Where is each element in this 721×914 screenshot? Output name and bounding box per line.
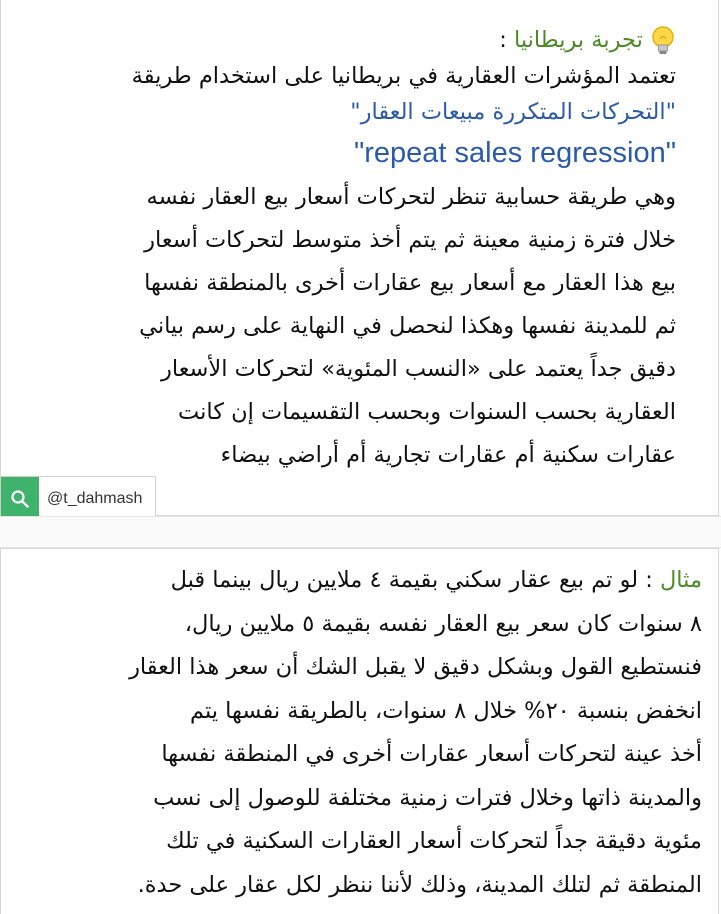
text-line: تعتمد المؤشرات العقارية في بريطانيا على استخدام طريقة <box>131 63 676 89</box>
text-line: ٨ سنوات كان سعر بيع العقار نفسه بقيمة ٥ ملايين ريال، <box>184 610 702 637</box>
heading-colon: : <box>499 27 514 53</box>
text-line: فنستطيع القول وبشكل دقيق لا يقبل الشك أن سعر هذا العقار <box>129 654 702 680</box>
text-line: خلال فترة زمنية معينة ثم يتم أخذ متوسط لتحركات أسعار <box>144 227 676 253</box>
example-first-line <box>17 559 702 603</box>
text-line: وهي طريقة حسابية تنظر لتحركات أسعار بيع العقار نفسه <box>146 184 676 210</box>
search-icon <box>1 477 39 520</box>
top-card-text <box>19 22 676 477</box>
heading-line <box>19 22 676 58</box>
text-line: دقيق جداً يعتمد على «النسب المئوية» لتحركات الأسعار <box>160 356 676 382</box>
text-line: والمدينة ذاتها وخلال فترات زمنية مختلفة للوصول إلى نسب <box>153 784 702 811</box>
text-line: انخفض بنسبة ٢٠% خلال ٨ سنوات، بالطريقة نفسها يتم <box>190 697 702 724</box>
text-line: مئوية دقيقة جداً لتحركات أسعار العقارات السكنية في تلك <box>166 828 702 854</box>
watermark-badge <box>0 476 156 521</box>
method-name-english: "repeat sales regression" <box>353 137 676 169</box>
panel-separator <box>0 516 721 548</box>
text-line: عقارات سكنية أم عقارات تجارية أم أراضي بيضاء <box>220 442 676 468</box>
text-line: المنطقة ثم لتلك المدينة، وذلك لأننا ننظر لكل عقار على حدة. <box>137 871 702 898</box>
text-line: ثم للمدينة نفسها وهكذا لنحصل في النهاية على رسم بياني <box>139 313 676 339</box>
bottom-card <box>0 548 719 914</box>
text-line: أخذ عينة لتحركات أسعار عقارات أخرى في المنطقة نفسها <box>161 741 702 767</box>
heading-label: تجربة بريطانيا <box>514 27 643 53</box>
watermark-handle: @t_dahmash <box>47 489 143 507</box>
method-name-arabic: "التحركات المتكررة مبيعات العقار" <box>350 99 676 125</box>
example-label: مثال <box>659 567 702 593</box>
example-first-line-text: : لو تم بيع عقار سكني بقيمة ٤ ملايين ريال بينما قبل <box>170 567 660 593</box>
bottom-card-text <box>17 559 702 907</box>
lightbulb-icon <box>650 25 676 57</box>
text-line: العقارية بحسب السنوات وبحسب التقسيمات إن كانت <box>178 399 676 425</box>
text-line: بيع هذا العقار مع أسعار بيع عقارات أخرى بالمنطقة نفسها <box>144 270 676 296</box>
